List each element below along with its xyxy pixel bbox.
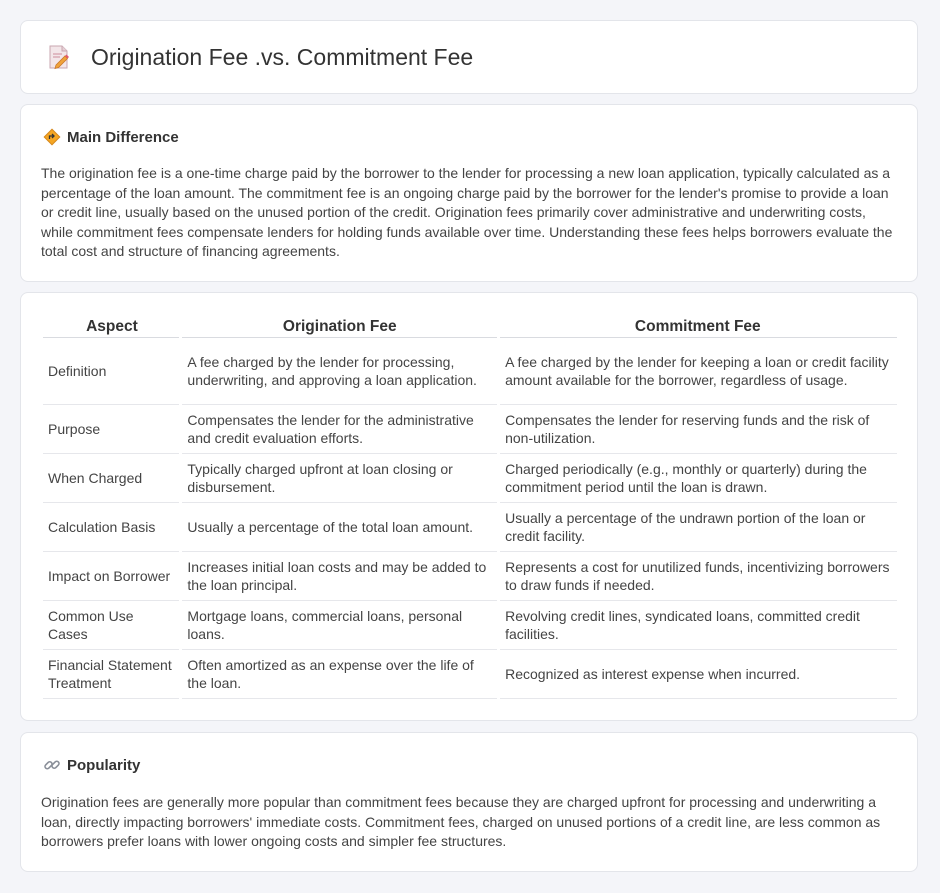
origination-cell: Usually a percentage of the total loan amount. [181,503,499,552]
column-header-origination-fee: Origination Fee [181,317,499,338]
column-header-commitment-fee: Commitment Fee [499,317,897,338]
origination-cell: A fee charged by the lender for processing, underwriting, and approving a loan application. [181,338,499,405]
commitment-cell: Usually a percentage of the undrawn portion of the loan or credit facility. [499,503,897,552]
commitment-cell: Charged periodically (e.g., monthly or quarterly) during the commitment period until the loan is drawn. [499,454,897,503]
aspect-cell: Impact on Borrower [43,552,181,601]
comparison-table [43,317,897,699]
table-row [43,650,897,699]
road-sign-icon [43,128,61,146]
aspect-cell: Calculation Basis [43,503,181,552]
page-title: Origination Fee .vs. Commitment Fee [91,43,474,70]
main-difference-header [43,128,179,146]
origination-cell: Mortgage loans, commercial loans, personal loans. [181,601,499,650]
origination-cell: Typically charged upfront at loan closing or disbursement. [181,454,499,503]
aspect-cell: Financial Statement Treatment [43,650,181,699]
main-difference-heading: Main Difference [67,128,179,146]
aspect-cell: Definition [43,338,181,405]
origination-cell: Increases initial loan costs and may be added to the loan principal. [181,552,499,601]
table-row [43,338,897,405]
popularity-header [43,756,140,774]
origination-cell: Compensates the lender for the administrative and credit evaluation efforts. [181,405,499,454]
popularity-text: Origination fees are generally more popular than commitment fees because they are charged upfront for processing and underwriting a loan, directly impacting borrowers' immediate costs. Commitment fees, charged on unused portions of a credit line, are less common as borrowers prefer loans with lower ongoing costs and simpler fee structures. [41,794,881,849]
popularity-section [20,732,918,872]
aspect-cell: Purpose [43,405,181,454]
comparison-section [20,292,918,721]
origination-cell: Often amortized as an expense over the life of the loan. [181,650,499,699]
commitment-cell: A fee charged by the lender for keeping a loan or credit facility amount available for the borrower, regardless of usage. [499,338,897,405]
commitment-cell: Revolving credit lines, syndicated loans, committed credit facilities. [499,601,897,650]
table-header-row [43,317,897,338]
aspect-cell: Common Use Cases [43,601,181,650]
main-difference-text: The origination fee is a one-time charge paid by the borrower to the lender for processing a new loan application, typically calculated as a percentage of the loan amount. The commitment fee is an ongoing charge paid by the borrower for the lender's promise to provide a loan or credit line, usually based on the unused portion of the credit. Origination fees primarily cover administrative and underwriting costs, while commitment fees compensate lenders for holding funds available over time. Understanding these fees helps borrowers evaluate the total cost and structure of financing agreements. [41,165,893,259]
aspect-cell: When Charged [43,454,181,503]
document-edit-icon [47,43,71,71]
main-difference-section [20,104,918,282]
table-row [43,405,897,454]
commitment-cell: Compensates the lender for reserving funds and the risk of non-utilization. [499,405,897,454]
commitment-cell: Represents a cost for unutilized funds, incentivizing borrowers to draw funds if needed. [499,552,897,601]
commitment-cell: Recognized as interest expense when incurred. [499,650,897,699]
popularity-heading: Popularity [67,756,141,774]
column-header-aspect: Aspect [43,317,181,338]
table-row [43,552,897,601]
title-card [20,20,918,94]
table-row [43,601,897,650]
table-row [43,503,897,552]
table-row [43,454,897,503]
link-icon [43,756,61,774]
title-row [47,43,473,71]
